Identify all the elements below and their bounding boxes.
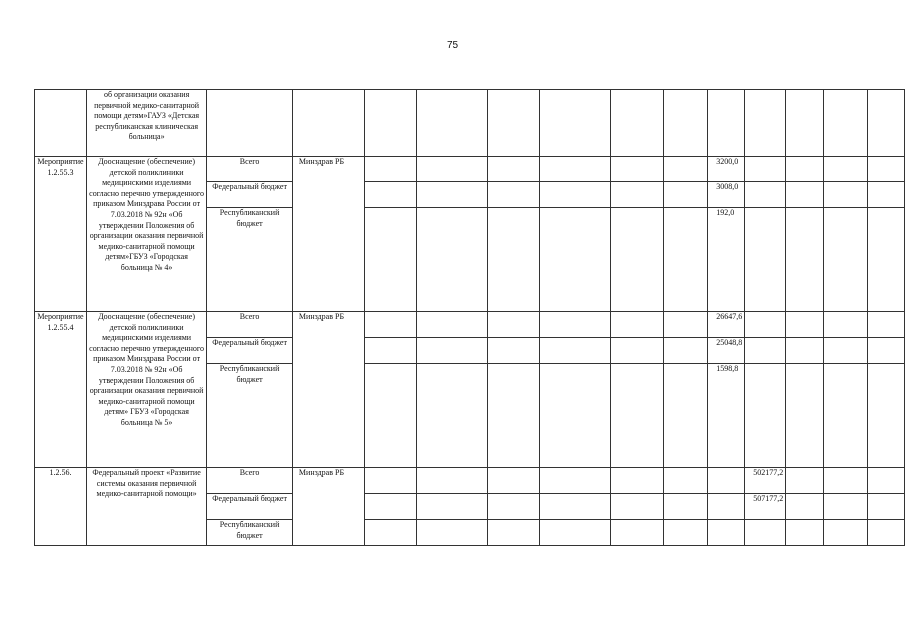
cell-source-republic: Республиканский бюджет: [207, 364, 293, 468]
cell-source-total: Всего: [207, 468, 293, 494]
cell-name: об организации оказания первичной медико-санитарной помощи детям»ГАУЗ «Детская республиканская клиническая больница»: [86, 90, 206, 157]
cell-code: Мероприятие 1.2.55.3: [35, 157, 87, 312]
cell-code: [35, 90, 87, 157]
cell-code: 1.2.56.: [35, 468, 87, 546]
budget-table: [34, 89, 905, 546]
cell-value-federal: 507177,2: [745, 494, 786, 520]
cell-source: [207, 90, 293, 157]
cell-name: Федеральный проект «Развитие системы оказания первичной медико-санитарной помощи»: [86, 468, 206, 546]
cell-source-total: Всего: [207, 157, 293, 182]
cell-source-republic: Республиканский бюджет: [207, 208, 293, 312]
cell-code: Мероприятие 1.2.55.4: [35, 312, 87, 468]
cell-executor: Минздрав РБ: [292, 312, 364, 468]
table-row-1-2-56-total: [35, 468, 905, 494]
cell-source-federal: Федеральный бюджет: [207, 494, 293, 520]
cell-value-total: 502177,2: [745, 468, 786, 494]
cell-executor: Минздрав РБ: [292, 468, 364, 546]
cell-source-total: Всего: [207, 312, 293, 338]
cell-name: Дооснащение (обеспечение) детской поликлиники медицинскими изделиями согласно перечню утвержденного приказом Минздрава России от 7.03.2018 № 92н «Об утверждении Положения об организации оказания первичной медико-санитарной помощи детям»ГБУЗ «Городская больница № 4»: [86, 157, 206, 312]
cell-name: Дооснащение (обеспечение) детской поликлиники медицинскими изделиями согласно перечню утвержденного приказом Минздрава России от 7.03.2018 № 92н «Об утверждении Положения об организации оказания первичной медико-санитарной помощи детям» ГБУЗ «Городская больница № 5»: [86, 312, 206, 468]
table-row-continuation: [35, 90, 905, 157]
cell-source-republic: Республиканский бюджет: [207, 520, 293, 546]
cell-source-federal: Федеральный бюджет: [207, 338, 293, 364]
page-number: 75: [446, 40, 459, 51]
cell-value-republic: 1598,8: [708, 364, 745, 468]
cell-executor: [292, 90, 364, 157]
cell-value-total: 3200,0: [708, 157, 745, 182]
cell-value-federal: 25048,8: [708, 338, 745, 364]
cell-source-federal: Федеральный бюджет: [207, 182, 293, 208]
cell-value-federal: 3008,0: [708, 182, 745, 208]
table-row-1-2-55-3-total: [35, 157, 905, 182]
cell-executor: Минздрав РБ: [292, 157, 364, 312]
cell-value-republic: 192,0: [708, 208, 745, 312]
cell-value-total: 26647,6: [708, 312, 745, 338]
table-row-1-2-55-4-total: [35, 312, 905, 338]
